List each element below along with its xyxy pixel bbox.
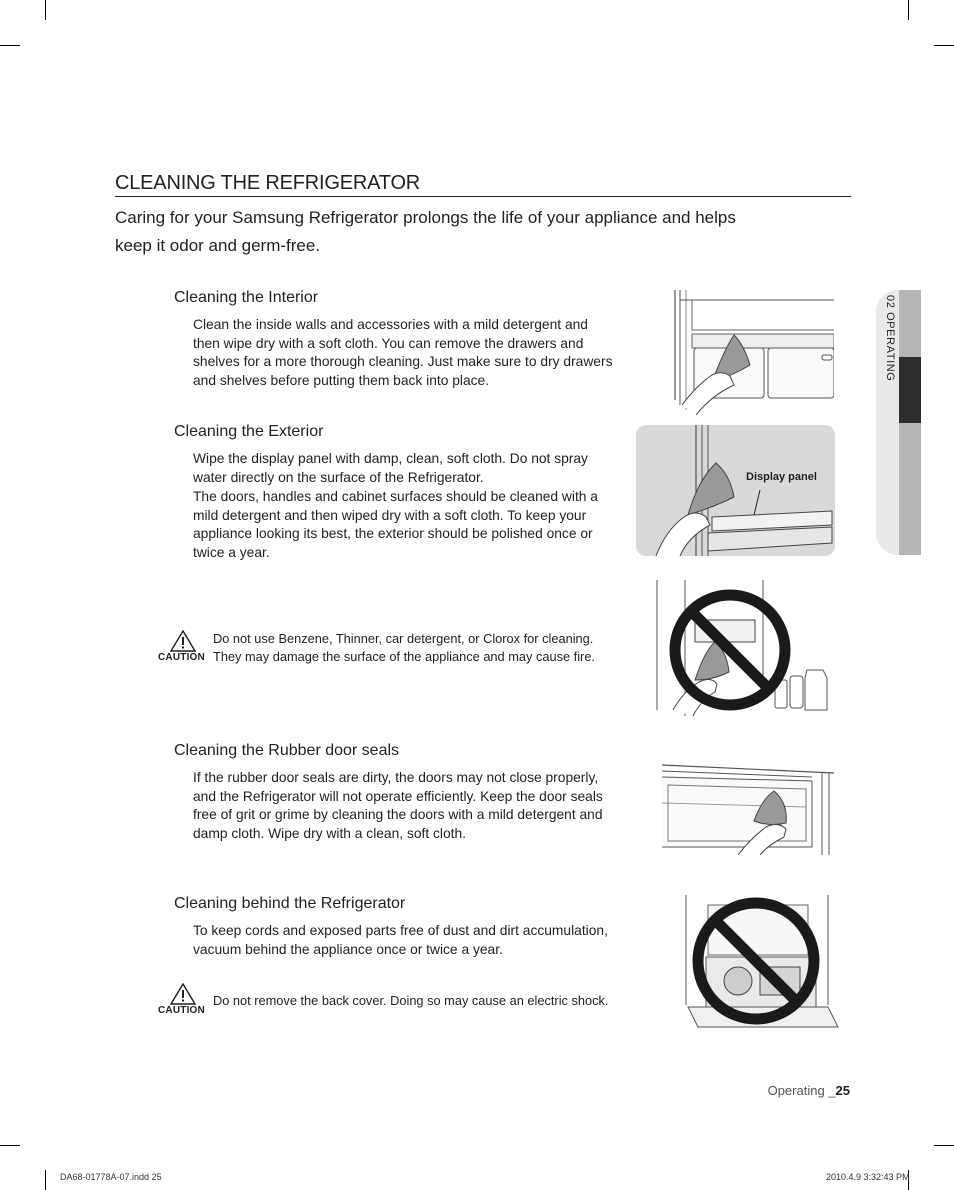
caution-text: Do not use Benzene, Thinner, car detergent, or Clorox for cleaning. They may damage the surface of the appliance and may cause fire. bbox=[213, 631, 595, 664]
caution-block bbox=[156, 630, 216, 670]
section-heading-interior: Cleaning the Interior bbox=[174, 289, 319, 306]
crop-mark bbox=[0, 1145, 20, 1146]
section-heading-exterior: Cleaning the Exterior bbox=[174, 423, 324, 440]
section-body-interior: Clean the inside walls and accessories with a mild detergent and then wipe dry with a soft cloth. You can remove the drawers and shelves for a more thorough cleaning. Just make sure to dry drawers and shelves before putting them back into place. bbox=[193, 317, 613, 388]
section-heading-behind: Cleaning behind the Refrigerator bbox=[174, 895, 406, 912]
intro-text: Caring for your Samsung Refrigerator prolongs the life of your appliance and helps keep it odor and germ-free. bbox=[115, 208, 736, 255]
caution-label: CAUTION bbox=[158, 652, 205, 663]
crop-mark bbox=[934, 45, 954, 46]
title-divider bbox=[115, 196, 851, 197]
crop-mark bbox=[0, 45, 20, 46]
section-body-exterior-2: The doors, handles and cabinet surfaces should be cleaned with a mild detergent and then wiped dry with a soft cloth. To keep your appliance looking its best, the exterior should be polished once or twice a year. bbox=[193, 489, 598, 560]
display-panel-label: Display panel bbox=[746, 471, 817, 483]
print-slug-file: DA68-01778A-07.indd 25 bbox=[60, 1172, 162, 1182]
page-number: 25 bbox=[835, 1083, 850, 1098]
section-heading-door-seals: Cleaning the Rubber door seals bbox=[174, 742, 400, 759]
crop-mark bbox=[45, 1170, 46, 1190]
warning-icon bbox=[170, 630, 196, 652]
interior-cleaning-illustration bbox=[672, 290, 834, 415]
chapter-label: 02 OPERATING bbox=[884, 295, 896, 382]
caution-text: Do not remove the back cover. Doing so may cause an electric shock. bbox=[213, 993, 609, 1008]
print-slug-date: 2010.4.9 3:32:43 PM bbox=[826, 1172, 910, 1182]
warning-icon bbox=[170, 983, 196, 1005]
section-body-behind: To keep cords and exposed parts free of dust and dirt accumulation, vacuum behind the appliance once or twice a year. bbox=[193, 923, 608, 957]
crop-mark bbox=[45, 0, 46, 20]
back-cover-illustration bbox=[678, 895, 840, 1035]
display-panel-illustration bbox=[636, 425, 835, 556]
section-body-door-seals: If the rubber door seals are dirty, the doors may not close properly, and the Refrigerator will not operate efficiently. Keep the door seals free of grit or grime by cleaning the doors with a mild detergent and damp cloth. Wipe dry with a clean, soft cloth. bbox=[193, 770, 603, 841]
crop-mark bbox=[908, 0, 909, 20]
door-seal-illustration bbox=[662, 763, 834, 855]
footer-section: Operating _ bbox=[767, 1083, 836, 1098]
caution-block bbox=[156, 983, 216, 1023]
side-tab-marker bbox=[899, 357, 921, 423]
page-footer bbox=[768, 1083, 850, 1098]
page-title: CLEANING THE REFRIGERATOR bbox=[115, 172, 421, 194]
section-body-exterior-1: Wipe the display panel with damp, clean, soft cloth. Do not spray water directly on the surface of the Refrigerator. bbox=[193, 451, 588, 485]
prohibited-cleaners-illustration bbox=[655, 580, 835, 716]
crop-mark bbox=[934, 1145, 954, 1146]
caution-label: CAUTION bbox=[158, 1005, 205, 1016]
